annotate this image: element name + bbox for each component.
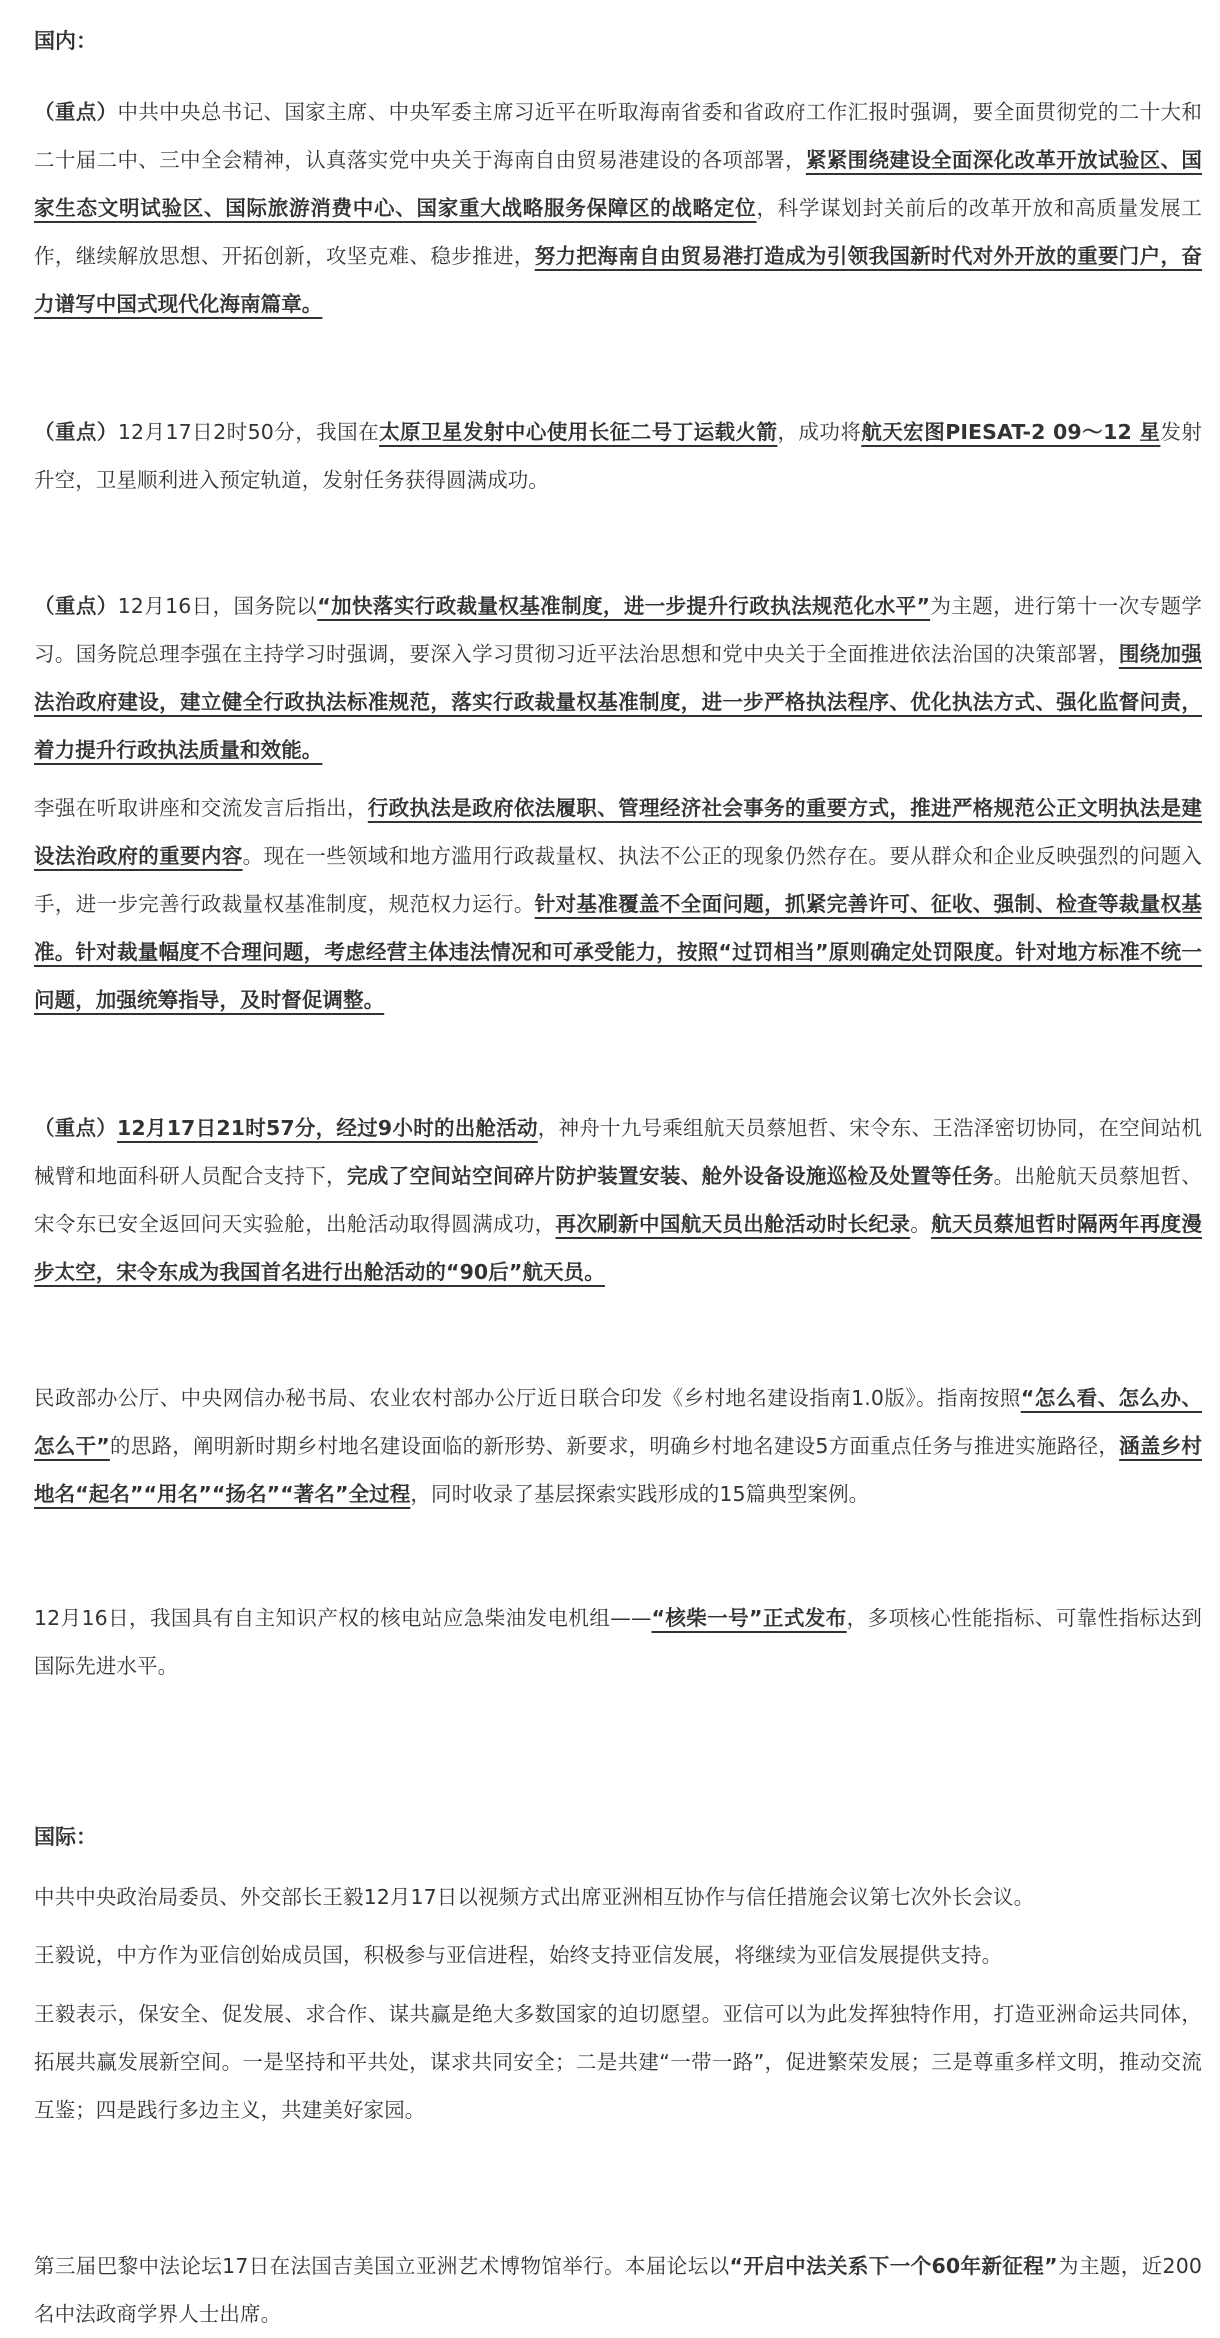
- highlight: 航天宏图PIESAT-2 09～12 星: [861, 420, 1161, 444]
- highlight: 涵盖乡村地名“起名”“用名”“扬名”“著名”全过程: [34, 1434, 1202, 1506]
- news-item-rural-place-names: [34, 1374, 1202, 1518]
- news-item-spacewalk: [34, 1104, 1202, 1296]
- key-tag: （重点）: [34, 594, 118, 618]
- highlight: “核柴一号”正式发布: [651, 1606, 847, 1630]
- highlight: 太原卫星发射中心使用长征二号丁运载火箭: [379, 420, 778, 444]
- paragraph: 民政部办公厅、中央网信办秘书局、农业农村部办公厅近日联合印发《乡村地名建设指南1.0版》。指南按照“怎么看、怎么办、怎么干”的思路，阐明新时期乡村地名建设面临的新形势、新要求，明确乡村地名建设5方面重点任务与推进实施路径，涵盖乡村地名“起名”“用名”“扬名”“著名”全过程，同时收录了基层探索实践形成的15篇典型案例。: [34, 1386, 1203, 1506]
- paragraph: （重点）12月17日2时50分，我国在太原卫星发射中心使用长征二号丁运载火箭，成功将航天宏图PIESAT-2 09～12 星发射升空，卫星顺利进入预定轨道，发射任务获得圆满成功。: [34, 420, 1202, 492]
- highlight: “怎么看、怎么办、怎么干”: [34, 1386, 1203, 1458]
- news-item-wang-yi-cica: [34, 1880, 1202, 1914]
- paragraph: （重点）12月16日，国务院以“加快落实行政裁量权基准制度，进一步提升行政执法规范化水平”为主题，进行第十一次专题学习。国务院总理李强在主持学习时强调，要深入学习贯彻习近平法治思想和党中央关于全面推进依法治国的决策部署，围绕加强法治政府建设，建立健全行政执法标准规范，落实行政裁量权基准制度，进一步严格执法程序、优化执法方式、强化监督问责，着力提升行政执法质量和效能。: [34, 594, 1202, 762]
- paragraph: （重点）12月17日21时57分，经过9小时的出舱活动，神舟十九号乘组航天员蔡旭哲、宋令东、王浩泽密切协同，在空间站机械臂和地面科研人员配合支持下，完成了空间站空间碎片防护装置安装、舱外设备设施巡检及处置等任务。出舱航天员蔡旭哲、宋令东已安全返回问天实验舱，出舱活动取得圆满成功，再次刷新中国航天员出舱活动时长纪录。航天员蔡旭哲时隔两年再度漫步太空，宋令东成为我国首名进行出舱活动的“90后”航天员。: [34, 1116, 1203, 1284]
- bold-text: 完成了空间站空间碎片防护装置安装、舱外设备设施巡检及处置等任务: [346, 1164, 994, 1188]
- highlight: 围绕加强法治政府建设，建立健全行政执法标准规范，落实行政裁量权基准制度，进一步严格执法程序、优化执法方式、强化监督问责，着力提升行政执法质量和效能。: [34, 642, 1202, 762]
- news-item-state-council-study: [34, 582, 1202, 774]
- news-item-li-qiang-remarks: [34, 784, 1202, 1024]
- paragraph: 中共中央政治局委员、外交部长王毅12月17日以视频方式出席亚洲相互协作与信任措施会议第七次外长会议。: [34, 1885, 1035, 1909]
- bold-text: “开启中法关系下一个60年新征程”: [729, 2254, 1058, 2278]
- news-item-wang-yi-proposals: [34, 1990, 1202, 2134]
- news-item-paris-forum: [34, 2242, 1202, 2338]
- highlight: “加快落实行政裁量权基准制度，进一步提升行政执法规范化水平”: [317, 594, 931, 618]
- paragraph: 12月16日，我国具有自主知识产权的核电站应急柴油发电机组——“核柴一号”正式发布，多项核心性能指标、可靠性指标达到国际先进水平。: [34, 1606, 1202, 1678]
- highlight: 再次刷新中国航天员出舱活动时长纪录: [555, 1212, 911, 1236]
- domestic-heading: 国内：: [34, 29, 97, 53]
- key-tag: （重点）: [34, 100, 118, 124]
- news-item-wang-yi-support: [34, 1938, 1202, 1972]
- paragraph: 王毅表示，保安全、促发展、求合作、谋共赢是绝大多数国家的迫切愿望。亚信可以为此发挥独特作用，打造亚洲命运共同体，拓展共赢发展新空间。一是坚持和平共处，谋求共同安全；二是共建“一带一路”，促进繁荣发展；三是尊重多样文明，推动交流互鉴；四是践行多边主义，共建美好家园。: [34, 2002, 1202, 2122]
- paragraph: 王毅说，中方作为亚信创始成员国，积极参与亚信进程，始终支持亚信发展，将继续为亚信发展提供支持。: [34, 1943, 1003, 1967]
- highlight: 航天员蔡旭哲时隔两年再度漫步太空，宋令东成为我国首名进行出舱活动的“90后”航天员。: [34, 1212, 1203, 1284]
- news-item-diesel-generator: [34, 1594, 1202, 1690]
- paragraph: （重点）中共中央总书记、国家主席、中央军委主席习近平在听取海南省委和省政府工作汇报时强调，要全面贯彻党的二十大和二十届二中、三中全会精神，认真落实党中央关于海南自由贸易港建设的各项部署，紧紧围绕建设全面深化改革开放试验区、国家生态文明试验区、国际旅游消费中心、国家重大战略服务保障区的战略定位，科学谋划封关前后的改革开放和高质量发展工作，继续解放思想、开拓创新，攻坚克难、稳步推进，努力把海南自由贸易港打造成为引领我国新时代对外开放的重要门户，奋力谱写中国式现代化海南篇章。: [34, 100, 1202, 316]
- highlight: 12月17日21时57分，经过9小时的出舱活动: [117, 1116, 538, 1140]
- news-item-hainan: [34, 88, 1202, 328]
- paragraph: 李强在听取讲座和交流发言后指出，行政执法是政府依法履职、管理经济社会事务的重要方式，推进严格规范公正文明执法是建设法治政府的重要内容。现在一些领域和地方滥用行政裁量权、执法不公正的现象仍然存在。要从群众和企业反映强烈的问题入手，进一步完善行政裁量权基准制度，规范权力运行。针对基准覆盖不全面问题，抓紧完善许可、征收、强制、检查等裁量权基准。针对裁量幅度不合理问题，考虑经营主体违法情况和可承受能力，按照“过罚相当”原则确定处罚限度。针对地方标准不统一问题，加强统筹指导，及时督促调整。: [34, 796, 1202, 1012]
- international-heading: 国际：: [34, 1825, 97, 1849]
- news-item-satellite-launch: [34, 408, 1202, 504]
- paragraph: 第三届巴黎中法论坛17日在法国吉美国立亚洲艺术博物馆举行。本届论坛以“开启中法关系下一个60年新征程”为主题，近200名中法政商学界人士出席。: [34, 2254, 1202, 2326]
- highlight: 努力把海南自由贸易港打造成为引领我国新时代对外开放的重要门户，奋力谱写中国式现代化海南篇章。: [34, 244, 1202, 316]
- highlight: 针对基准覆盖不全面问题，抓紧完善许可、征收、强制、检查等裁量权基准。针对裁量幅度不合理问题，考虑经营主体违法情况和可承受能力，按照“过罚相当”原则确定处罚限度。针对地方标准不统一问题，加强统筹指导，及时督促调整。: [34, 892, 1202, 1012]
- key-tag: （重点）: [34, 1116, 118, 1140]
- key-tag: （重点）: [34, 420, 118, 444]
- highlight: 行政执法是政府依法履职、管理经济社会事务的重要方式，推进严格规范公正文明执法是建设法治政府的重要内容: [34, 796, 1202, 868]
- highlight: 紧紧围绕建设全面深化改革开放试验区、国家生态文明试验区、国际旅游消费中心、国家重大战略服务保障区的战略定位: [34, 148, 1202, 220]
